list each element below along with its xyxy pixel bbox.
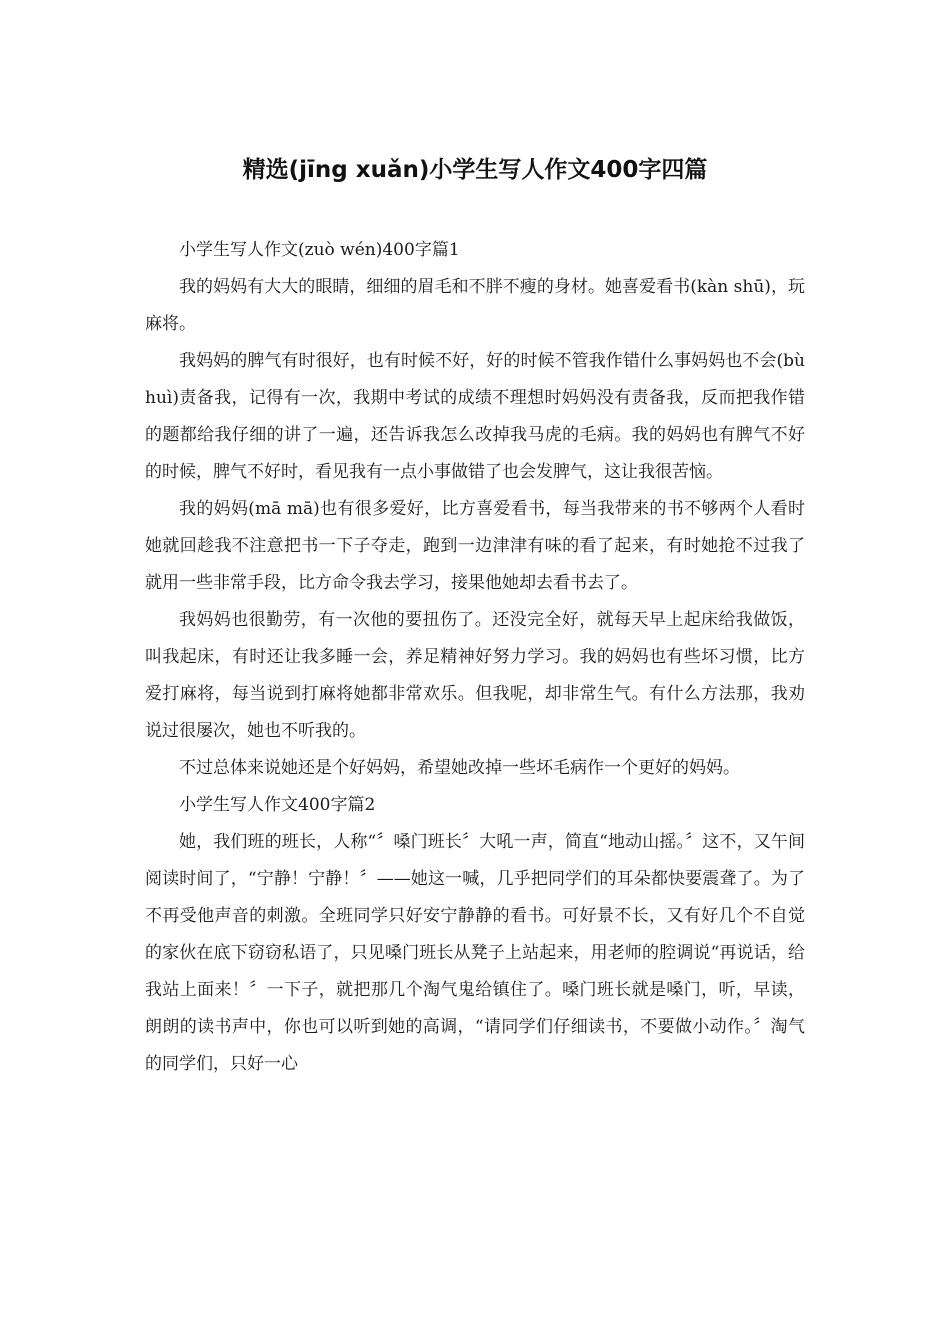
document-title: 精选(jīng xuǎn)小学生写人作文400字四篇: [242, 157, 708, 183]
section-heading: 小学生写人作文(zuò wén)400字篇1: [179, 240, 460, 260]
section-heading: 小学生写人作文400字篇2: [179, 795, 376, 815]
paragraph: 我的妈妈(mā mā)也有很多爱好，比方喜爱看书，每当我带来的书不够两个人看时她就回趁我不注意把书一下子夺走，跑到一边津津有味的看了起来，有时她抢不过我了就用一些非常手段，比方命令我去学习，接果他她却去看书去了。: [145, 499, 805, 593]
document-body: [145, 232, 805, 1083]
paragraph: 我妈妈也很勤劳，有一次他的要扭伤了。还没完全好，就每天早上起床给我做饭，叫我起床，有时还让我多睡一会，养足精神好努力学习。我的妈妈也有些坏习惯，比方爱打麻将，每当说到打麻将她都非常欢乐。但我呢，却非常生气。有什么方法那，我劝说过很屡次，她也不听我的。: [145, 610, 805, 741]
paragraph: 不过总体来说她还是个好妈妈，希望她改掉一些坏毛病作一个更好的妈妈。: [179, 758, 740, 778]
paragraph: 我妈妈的脾气有时很好，也有时候不好，好的时候不管我作错什么事妈妈也不会(bù huì)责备我，记得有一次，我期中考试的成绩不理想时妈妈没有责备我，反而把我作错的题都给我仔细的讲了一遍，还告诉我怎么改掉我马虎的毛病。我的妈妈也有脾气不好的时候，脾气不好时，看见我有一点小事做错了也会发脾气，这让我很苦恼。: [145, 351, 805, 482]
paragraph: 我的妈妈有大大的眼睛，细细的眉毛和不胖不瘦的身材。她喜爱看书(kàn shū)，玩麻将。: [145, 277, 805, 334]
paragraph: 她，我们班的班长，人称“〞嗓门班长〞大吼一声，简直“地动山摇。〞这不，又午间阅读时间了，“宁静！宁静！〞——她这一喊，几乎把同学们的耳朵都快要震聋了。为了不再受他声音的刺激。全班同学只好安宁静静的看书。可好景不长，又有好几个不自觉的家伙在底下窃窃私语了，只见嗓门班长从凳子上站起来，用老师的腔调说“再说话，给我站上面来！〞一下子，就把那几个淘气鬼给镇住了。嗓门班长就是嗓门，听，早读，朗朗的读书声中，你也可以听到她的高调，“请同学们仔细读书，不要做小动作。〞淘气的同学们，只好一心: [145, 832, 805, 1074]
